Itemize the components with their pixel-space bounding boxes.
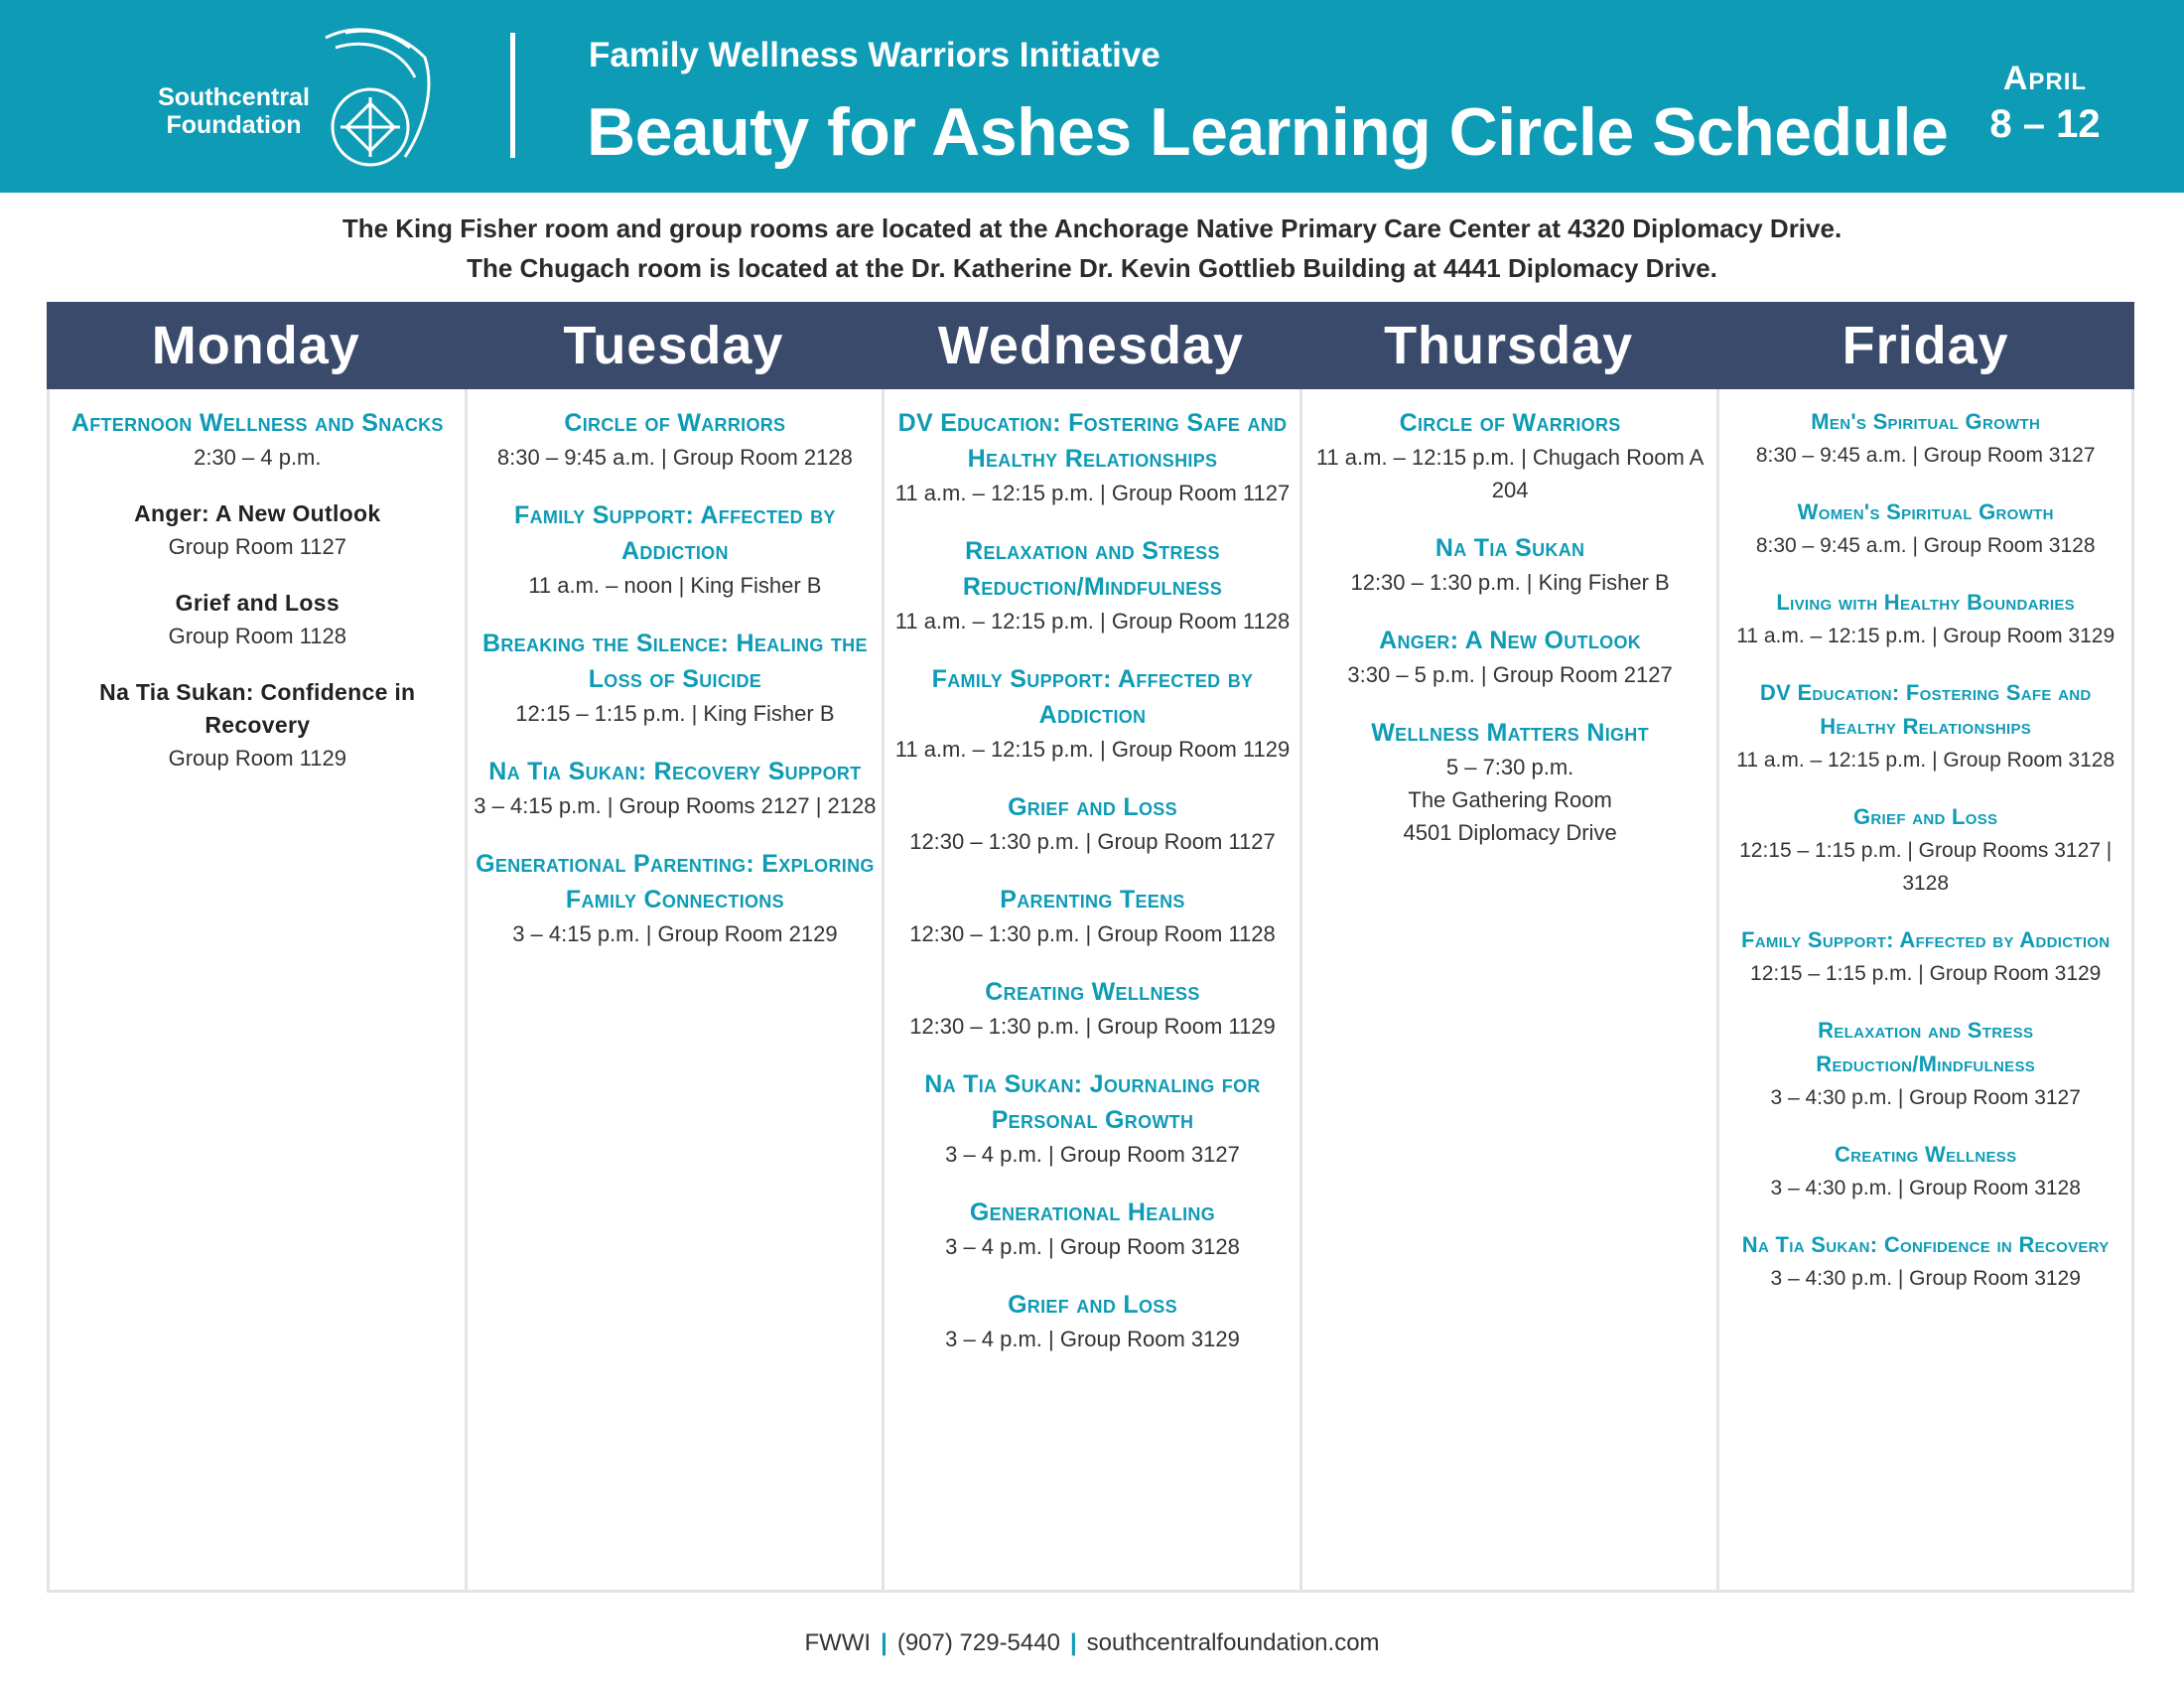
page-title: Beauty for Ashes Learning Circle Schedule bbox=[587, 94, 1949, 170]
event-title: Na Tia Sukan: Confidence in Recovery bbox=[1741, 1232, 2110, 1257]
event-detail: 11 a.m. – 12:15 p.m. | Group Room 1128 bbox=[894, 609, 1291, 633]
event-item bbox=[885, 882, 1300, 950]
event-title: Circle of Warriors bbox=[564, 409, 786, 437]
event-detail: 11 a.m. – 12:15 p.m. | Group Room 1127 bbox=[894, 481, 1291, 505]
schedule-grid bbox=[47, 302, 2134, 1593]
event-detail: Group Room 1128 bbox=[168, 624, 346, 648]
day-header: Monday bbox=[47, 302, 466, 389]
event-detail: 11 a.m. – 12:15 p.m. | Chugach Room A 204 bbox=[1315, 445, 1705, 502]
event-detail: 12:15 – 1:15 p.m. | King Fisher B bbox=[515, 701, 835, 726]
event-detail: 11 a.m. – 12:15 p.m. | Group Room 3128 bbox=[1736, 749, 2116, 772]
event-item bbox=[1302, 405, 1718, 506]
event-item bbox=[468, 846, 884, 950]
event-item bbox=[885, 661, 1300, 766]
event-title: Relaxation and Stress Reduction/Mindfulness bbox=[1816, 1018, 2036, 1076]
event-item bbox=[1302, 715, 1718, 849]
event-detail: 3 – 4:15 p.m. | Group Room 2129 bbox=[512, 921, 838, 946]
event-item bbox=[468, 626, 884, 730]
header-divider bbox=[510, 33, 515, 158]
footer-phone[interactable]: (907) 729-5440 bbox=[896, 1629, 1060, 1656]
event-title: DV Education: Fostering Safe and Healthy Relationships bbox=[1759, 680, 2092, 739]
intro-line-1: The King Fisher room and group rooms are located at the Anchorage Native Primary Care Center at 4320 Diplomacy Drive. bbox=[341, 213, 1843, 243]
event-item bbox=[50, 587, 466, 652]
event-detail: 12:15 – 1:15 p.m. | Group Rooms 3127 | 3128 bbox=[1739, 839, 2113, 895]
event-title: Women's Spiritual Growth bbox=[1797, 499, 2054, 524]
logo-wordmark bbox=[147, 83, 321, 139]
event-title: Na Tia Sukan: Confidence in Recovery bbox=[99, 679, 416, 738]
event-item bbox=[1719, 1138, 2131, 1204]
event-title: Afternoon Wellness and Snacks bbox=[70, 409, 444, 437]
event-title: Creating Wellness bbox=[1834, 1142, 2017, 1167]
event-title: Generational Parenting: Exploring Family Connections bbox=[476, 850, 875, 914]
day-column-wednesday bbox=[882, 302, 1300, 1593]
header-banner bbox=[0, 0, 2184, 193]
day-column-friday bbox=[1716, 302, 2134, 1593]
event-item bbox=[1719, 676, 2131, 776]
day-column-tuesday bbox=[465, 302, 884, 1593]
feather-emblem-icon bbox=[316, 18, 445, 177]
logo-line-1: Southcentral bbox=[158, 83, 310, 111]
event-item bbox=[468, 497, 884, 602]
event-item bbox=[1719, 800, 2131, 900]
event-item bbox=[50, 497, 466, 563]
event-title: Grief and Loss bbox=[175, 590, 340, 616]
date-range bbox=[1985, 60, 2105, 147]
event-detail: 12:30 – 1:30 p.m. | Group Room 1129 bbox=[909, 1014, 1276, 1039]
event-detail: 8:30 – 9:45 a.m. | Group Room 2128 bbox=[496, 445, 853, 470]
event-title: Living with Healthy Boundaries bbox=[1776, 590, 2075, 615]
footer bbox=[0, 1629, 2184, 1657]
event-detail: 4501 Diplomacy Drive bbox=[1403, 820, 1617, 845]
event-title: Relaxation and Stress Reduction/Mindfulness bbox=[962, 537, 1223, 601]
event-detail: 3 – 4:30 p.m. | Group Room 3129 bbox=[1770, 1267, 2081, 1290]
event-detail: 3 – 4 p.m. | Group Room 3128 bbox=[945, 1234, 1240, 1259]
logo-line-2: Foundation bbox=[166, 111, 302, 139]
event-title: Family Support: Affected by Addiction bbox=[514, 501, 836, 565]
event-title: Na Tia Sukan bbox=[1434, 534, 1585, 562]
event-title: Grief and Loss bbox=[1008, 793, 1177, 821]
event-title: Breaking the Silence: Healing the Loss of Suicide bbox=[481, 630, 868, 693]
event-item bbox=[1719, 495, 2131, 562]
event-title: Family Support: Affected by Addiction bbox=[931, 665, 1254, 729]
event-title: Parenting Teens bbox=[1000, 886, 1185, 914]
event-title: Generational Healing bbox=[969, 1198, 1216, 1226]
header-subtitle: Family Wellness Warriors Initiative bbox=[589, 36, 1160, 74]
event-title: Grief and Loss bbox=[1853, 804, 1998, 829]
event-title: Na Tia Sukan: Recovery Support bbox=[488, 758, 862, 785]
event-item bbox=[885, 1066, 1300, 1171]
event-detail: 2:30 – 4 p.m. bbox=[194, 445, 322, 470]
event-title: Family Support: Affected by Addiction bbox=[1740, 927, 2111, 952]
footer-website-link[interactable]: southcentralfoundation.com bbox=[1086, 1629, 1380, 1656]
day-header: Tuesday bbox=[465, 302, 884, 389]
event-detail: Group Room 1127 bbox=[168, 534, 346, 559]
day-events bbox=[465, 389, 884, 1593]
event-detail: 8:30 – 9:45 a.m. | Group Room 3128 bbox=[1755, 534, 2096, 557]
event-item bbox=[468, 754, 884, 822]
event-detail: 11 a.m. – 12:15 p.m. | Group Room 1129 bbox=[894, 737, 1291, 762]
event-title: Na Tia Sukan: Journaling for Personal Growth bbox=[924, 1070, 1261, 1134]
event-item bbox=[468, 405, 884, 474]
day-column-monday bbox=[47, 302, 466, 1593]
event-detail: The Gathering Room bbox=[1408, 787, 1612, 812]
footer-separator: | bbox=[881, 1629, 887, 1656]
event-detail: 11 a.m. – noon | King Fisher B bbox=[528, 573, 822, 598]
event-item bbox=[1719, 1014, 2131, 1114]
event-detail: 3 – 4:30 p.m. | Group Room 3128 bbox=[1770, 1177, 2081, 1199]
event-title: Grief and Loss bbox=[1008, 1291, 1177, 1319]
event-title: Creating Wellness bbox=[985, 978, 1200, 1006]
location-intro bbox=[0, 209, 2184, 288]
event-item bbox=[885, 1287, 1300, 1355]
event-item bbox=[50, 676, 466, 774]
event-item bbox=[1719, 586, 2131, 652]
event-detail: Group Room 1129 bbox=[168, 746, 346, 771]
event-detail: 8:30 – 9:45 a.m. | Group Room 3127 bbox=[1755, 444, 2096, 467]
event-item bbox=[885, 533, 1300, 637]
date-month: April bbox=[2002, 60, 2088, 97]
event-item bbox=[1302, 530, 1718, 599]
event-detail: 5 – 7:30 p.m. bbox=[1445, 755, 1574, 779]
event-detail: 12:30 – 1:30 p.m. | King Fisher B bbox=[1350, 570, 1670, 595]
footer-org: FWWI bbox=[804, 1629, 872, 1656]
date-days: 8 – 12 bbox=[1989, 102, 2101, 146]
event-detail: 12:30 – 1:30 p.m. | Group Room 1128 bbox=[909, 921, 1276, 946]
event-title: Wellness Matters Night bbox=[1371, 719, 1649, 747]
event-item bbox=[1719, 923, 2131, 990]
event-item bbox=[885, 1195, 1300, 1263]
day-column-thursday bbox=[1299, 302, 1718, 1593]
day-events bbox=[1716, 389, 2134, 1593]
day-header: Wednesday bbox=[882, 302, 1300, 389]
event-item bbox=[885, 789, 1300, 858]
event-detail: 3 – 4:15 p.m. | Group Rooms 2127 | 2128 bbox=[474, 793, 877, 818]
event-title: Anger: A New Outlook bbox=[1379, 627, 1642, 654]
footer-separator: | bbox=[1069, 1629, 1077, 1656]
event-item bbox=[885, 405, 1300, 509]
event-detail: 3 – 4 p.m. | Group Room 3129 bbox=[945, 1327, 1240, 1351]
event-item bbox=[1719, 1228, 2131, 1295]
day-events bbox=[1299, 389, 1718, 1593]
event-item bbox=[885, 974, 1300, 1043]
intro-line-2: The Chugach room is located at the Dr. Katherine Dr. Kevin Gottlieb Building at 4441 Diplomacy Drive. bbox=[467, 253, 1717, 283]
event-title: Anger: A New Outlook bbox=[134, 500, 381, 526]
event-detail: 12:30 – 1:30 p.m. | Group Room 1127 bbox=[909, 829, 1276, 854]
event-title: Circle of Warriors bbox=[1399, 409, 1621, 437]
day-header: Thursday bbox=[1299, 302, 1718, 389]
southcentral-foundation-logo bbox=[147, 18, 445, 177]
event-title: Men's Spiritual Growth bbox=[1811, 409, 2041, 434]
event-detail: 11 a.m. – 12:15 p.m. | Group Room 3129 bbox=[1736, 625, 2116, 647]
event-detail: 3 – 4 p.m. | Group Room 3127 bbox=[945, 1142, 1240, 1167]
day-events bbox=[882, 389, 1300, 1593]
event-item bbox=[50, 405, 466, 474]
event-title: DV Education: Fostering Safe and Healthy Relationships bbox=[897, 409, 1288, 473]
event-item bbox=[1302, 623, 1718, 691]
event-item bbox=[1719, 405, 2131, 472]
event-detail: 3:30 – 5 p.m. | Group Room 2127 bbox=[1347, 662, 1673, 687]
event-detail: 3 – 4:30 p.m. | Group Room 3127 bbox=[1770, 1086, 2081, 1109]
day-events bbox=[47, 389, 466, 1593]
event-detail: 12:15 – 1:15 p.m. | Group Room 3129 bbox=[1750, 962, 2102, 985]
day-header: Friday bbox=[1716, 302, 2134, 389]
